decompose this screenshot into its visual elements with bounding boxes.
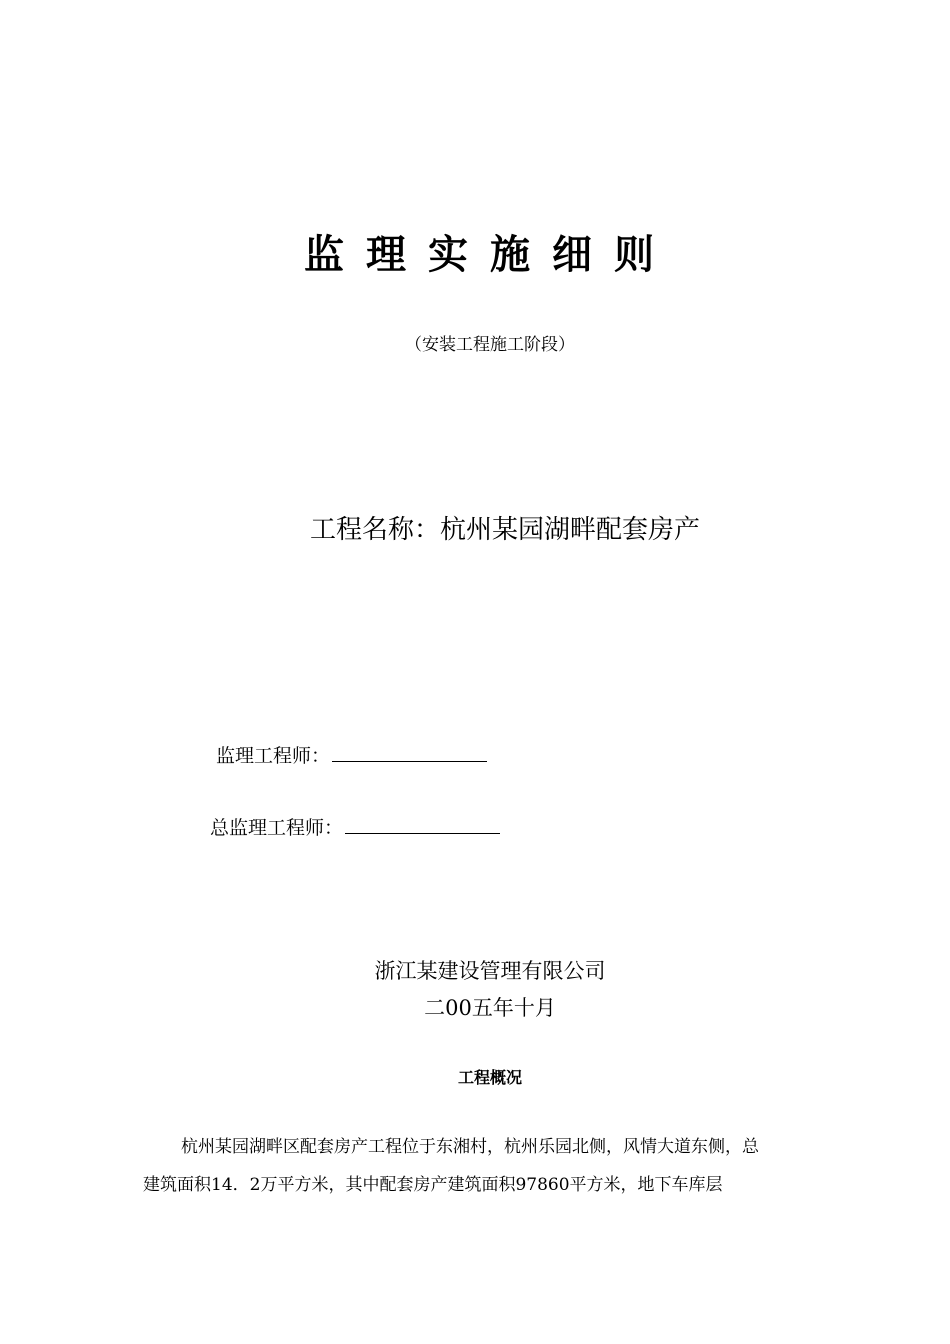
document-subtitle: （安装工程施工阶段） [405,335,575,355]
project-name: 工程名称：杭州某园湖畔配套房产 [309,515,700,545]
supervising-engineer-signature-line [332,741,487,762]
supervising-engineer-label: 监理工程师： [216,745,331,767]
chief-supervising-engineer-signature-line [345,813,500,834]
company-name: 浙江某建设管理有限公司 [374,959,606,983]
body-line: 建筑面积14．2万平方米，其中配套房产建筑面积97860平方米，地下车库层 [143,1175,723,1195]
document-date: 二00五年十月 [424,996,556,1020]
chief-supervising-engineer-label: 总监理工程师： [210,817,344,839]
body-line: 杭州某园湖畔区配套房产工程位于东湘村，杭州乐园北侧，风情大道东侧，总 [181,1137,759,1157]
body-paragraph [143,1128,843,1204]
chief-supervising-engineer-row [210,813,500,842]
section-heading: 工程概况 [457,1068,522,1087]
supervising-engineer-row [216,741,487,770]
document-title: 监理实施细则 [304,232,676,278]
